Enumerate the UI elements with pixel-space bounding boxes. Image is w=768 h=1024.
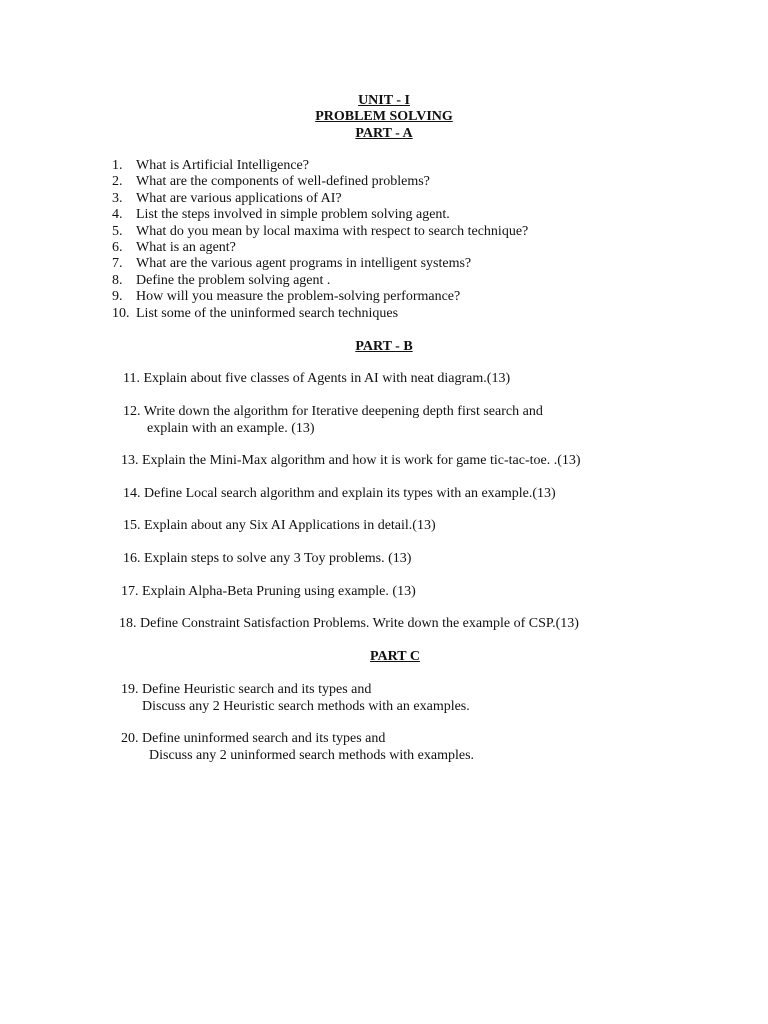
list-item: 7. What are the various agent programs in intelligent systems?	[112, 256, 472, 272]
part-b-heading: PART - B	[355, 339, 413, 354]
unit-heading: UNIT - I	[358, 93, 410, 108]
list-item: 3. What are various applications of AI?	[112, 190, 342, 206]
question-17: 17. Explain Alpha-Beta Pruning using example. (13)	[121, 584, 416, 599]
question-19: 19. Define Heuristic search and its types and Discuss any 2 Heuristic search methods with an examples.	[121, 682, 470, 714]
part-a-question-list	[112, 158, 528, 322]
list-item: 4. List the steps involved in simple problem solving agent.	[112, 207, 450, 223]
question-20: 20. Define uninformed search and its types and Discuss any 2 uninformed search methods with examples.	[121, 731, 475, 763]
list-item: 6. What is an agent?	[112, 239, 236, 255]
question-15: 15. Explain about any Six AI Applications in detail.(13)	[123, 518, 436, 533]
question-13: 13. Explain the Mini-Max algorithm and how it is work for game tic-tac-toe. .(13)	[121, 453, 581, 468]
list-item: 9. How will you measure the problem-solving performance?	[112, 289, 461, 305]
question-16: 16. Explain steps to solve any 3 Toy problems. (13)	[123, 551, 412, 566]
question-18: 18. Define Constraint Satisfaction Problems. Write down the example of CSP.(13)	[119, 616, 579, 631]
list-item: 10. List some of the uninformed search techniques	[112, 305, 399, 321]
list-item: 1. What is Artificial Intelligence?	[112, 158, 309, 173]
question-12: 12. Write down the algorithm for Iterative deepening depth first search and explain with an example. (13)	[123, 404, 543, 436]
question-14: 14. Define Local search algorithm and explain its types with an example.(13)	[123, 486, 556, 501]
list-item: 2. What are the components of well-defined problems?	[112, 174, 430, 190]
list-item: 8. Define the problem solving agent .	[112, 272, 331, 288]
unit-title: PROBLEM SOLVING	[315, 109, 453, 124]
question-11: 11. Explain about five classes of Agents in AI with neat diagram.(13)	[123, 371, 511, 386]
part-a-heading: PART - A	[355, 126, 413, 141]
list-item: 5. What do you mean by local maxima with respect to search technique?	[112, 223, 529, 239]
part-c-heading: PART C	[370, 649, 420, 664]
